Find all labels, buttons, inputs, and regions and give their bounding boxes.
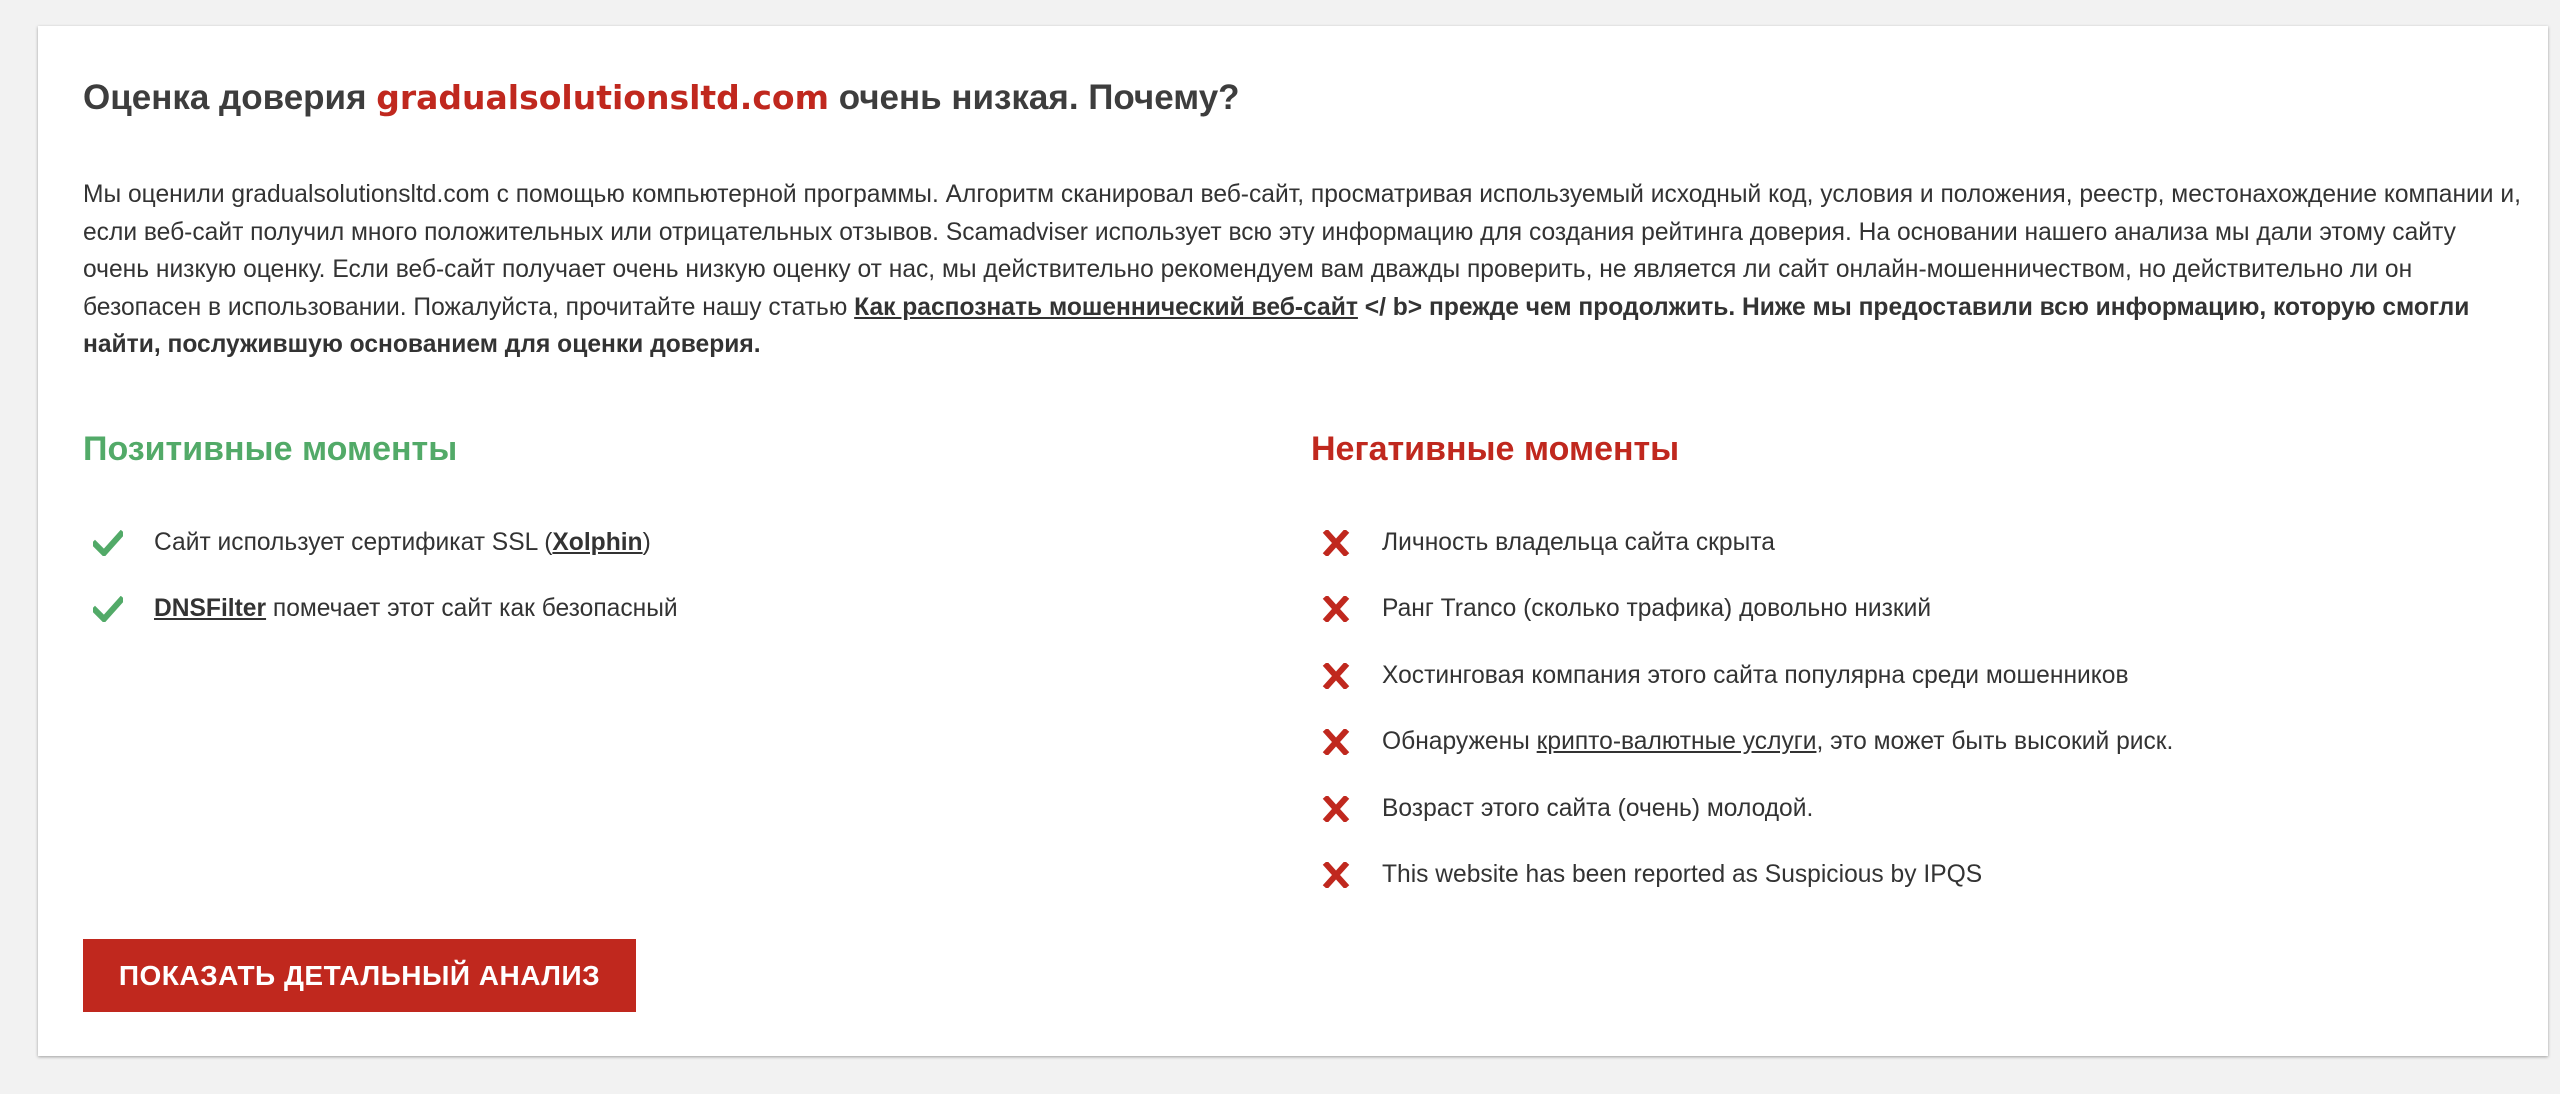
- article-link[interactable]: Как распознать мошеннический веб-сайт: [854, 293, 1358, 321]
- list-item: [1311, 661, 2173, 727]
- item-text-before: Обнаружены: [1382, 728, 1537, 756]
- check-icon: [93, 530, 123, 556]
- positive-heading: Позитивные моменты: [83, 430, 458, 468]
- trust-score-card: [38, 26, 2548, 1056]
- list-item: [83, 528, 678, 594]
- intro-text: Мы оценили gradualsolutionsltd.com с помощью компьютерной программы. Алгоритм сканировал веб-сайт, просматривая используемый исходный код, условия и положения, реестр, местонахождение компании и, если веб-сайт получил много положительных или отрицательных отзывов. Scamadviser использует всю эту информацию для создания рейтинга доверия. На основании нашего анализа мы дали этому сайту очень низкую оценку. Если веб-сайт получает очень низкую оценку от нас, мы действительно рекомендуем вам дважды проверить, не является ли сайт онлайн-мошенничеством, но действительно ли он безопасен в использовании. Пожалуйста, прочитайте нашу статью: [83, 181, 2521, 321]
- page-title: [83, 78, 1240, 118]
- item-text: Хостинговая компания этого сайта популярна среди мошенников: [1382, 661, 2129, 689]
- item-text-before: Сайт использует сертификат SSL (: [154, 529, 553, 556]
- item-text: Возраст этого сайта (очень) молодой.: [1382, 794, 1814, 822]
- item-text-after: ): [642, 529, 651, 556]
- cross-icon: [1321, 530, 1351, 556]
- list-item: [1311, 528, 2173, 594]
- dnsfilter-link[interactable]: DNSFilter: [154, 595, 267, 623]
- title-suffix: очень низкая. Почему?: [828, 78, 1240, 117]
- positive-section: [83, 430, 1263, 623]
- cross-icon: [1321, 729, 1351, 755]
- list-item: [83, 594, 678, 660]
- negative-heading: Негативные моменты: [1311, 430, 1680, 468]
- check-icon: [93, 596, 123, 622]
- cross-icon: [1321, 796, 1351, 822]
- show-detailed-analysis-button[interactable]: ПОКАЗАТЬ ДЕТАЛЬНЫЙ АНАЛИЗ: [83, 939, 636, 1012]
- list-item: [1311, 594, 2173, 660]
- list-item: [1311, 860, 2173, 926]
- item-text: Ранг Tranco (сколько трафика) довольно низкий: [1382, 595, 1932, 623]
- crypto-services-link[interactable]: крипто-валютные услуги: [1536, 728, 1817, 756]
- intro-bold-tail: </ b> прежде чем продолжить. Ниже мы предоставили всю информацию, которую смогли найти, послужившую основанием для оценки доверия.: [83, 293, 2470, 358]
- xolphin-link[interactable]: Xolphin: [552, 529, 643, 556]
- list-item: [1311, 727, 2173, 793]
- item-text: This website has been reported as Suspicious by IPQS: [1382, 860, 1983, 888]
- negative-list: [1311, 528, 2173, 926]
- negative-section: [1311, 430, 2511, 888]
- list-item: [1311, 794, 2173, 860]
- cross-icon: [1321, 862, 1351, 888]
- cross-icon: [1321, 663, 1351, 689]
- title-domain: gradualsolutionsltd.com: [376, 78, 829, 117]
- positive-list: [83, 528, 678, 661]
- intro-paragraph: [83, 176, 2528, 364]
- title-prefix: Оценка доверия: [83, 78, 377, 117]
- cross-icon: [1321, 596, 1351, 622]
- item-text-after: помечает этот сайт как безопасный: [266, 595, 678, 623]
- item-text-after: , это может быть высокий риск.: [1816, 728, 2174, 756]
- item-text: Личность владельца сайта скрыта: [1382, 529, 1775, 556]
